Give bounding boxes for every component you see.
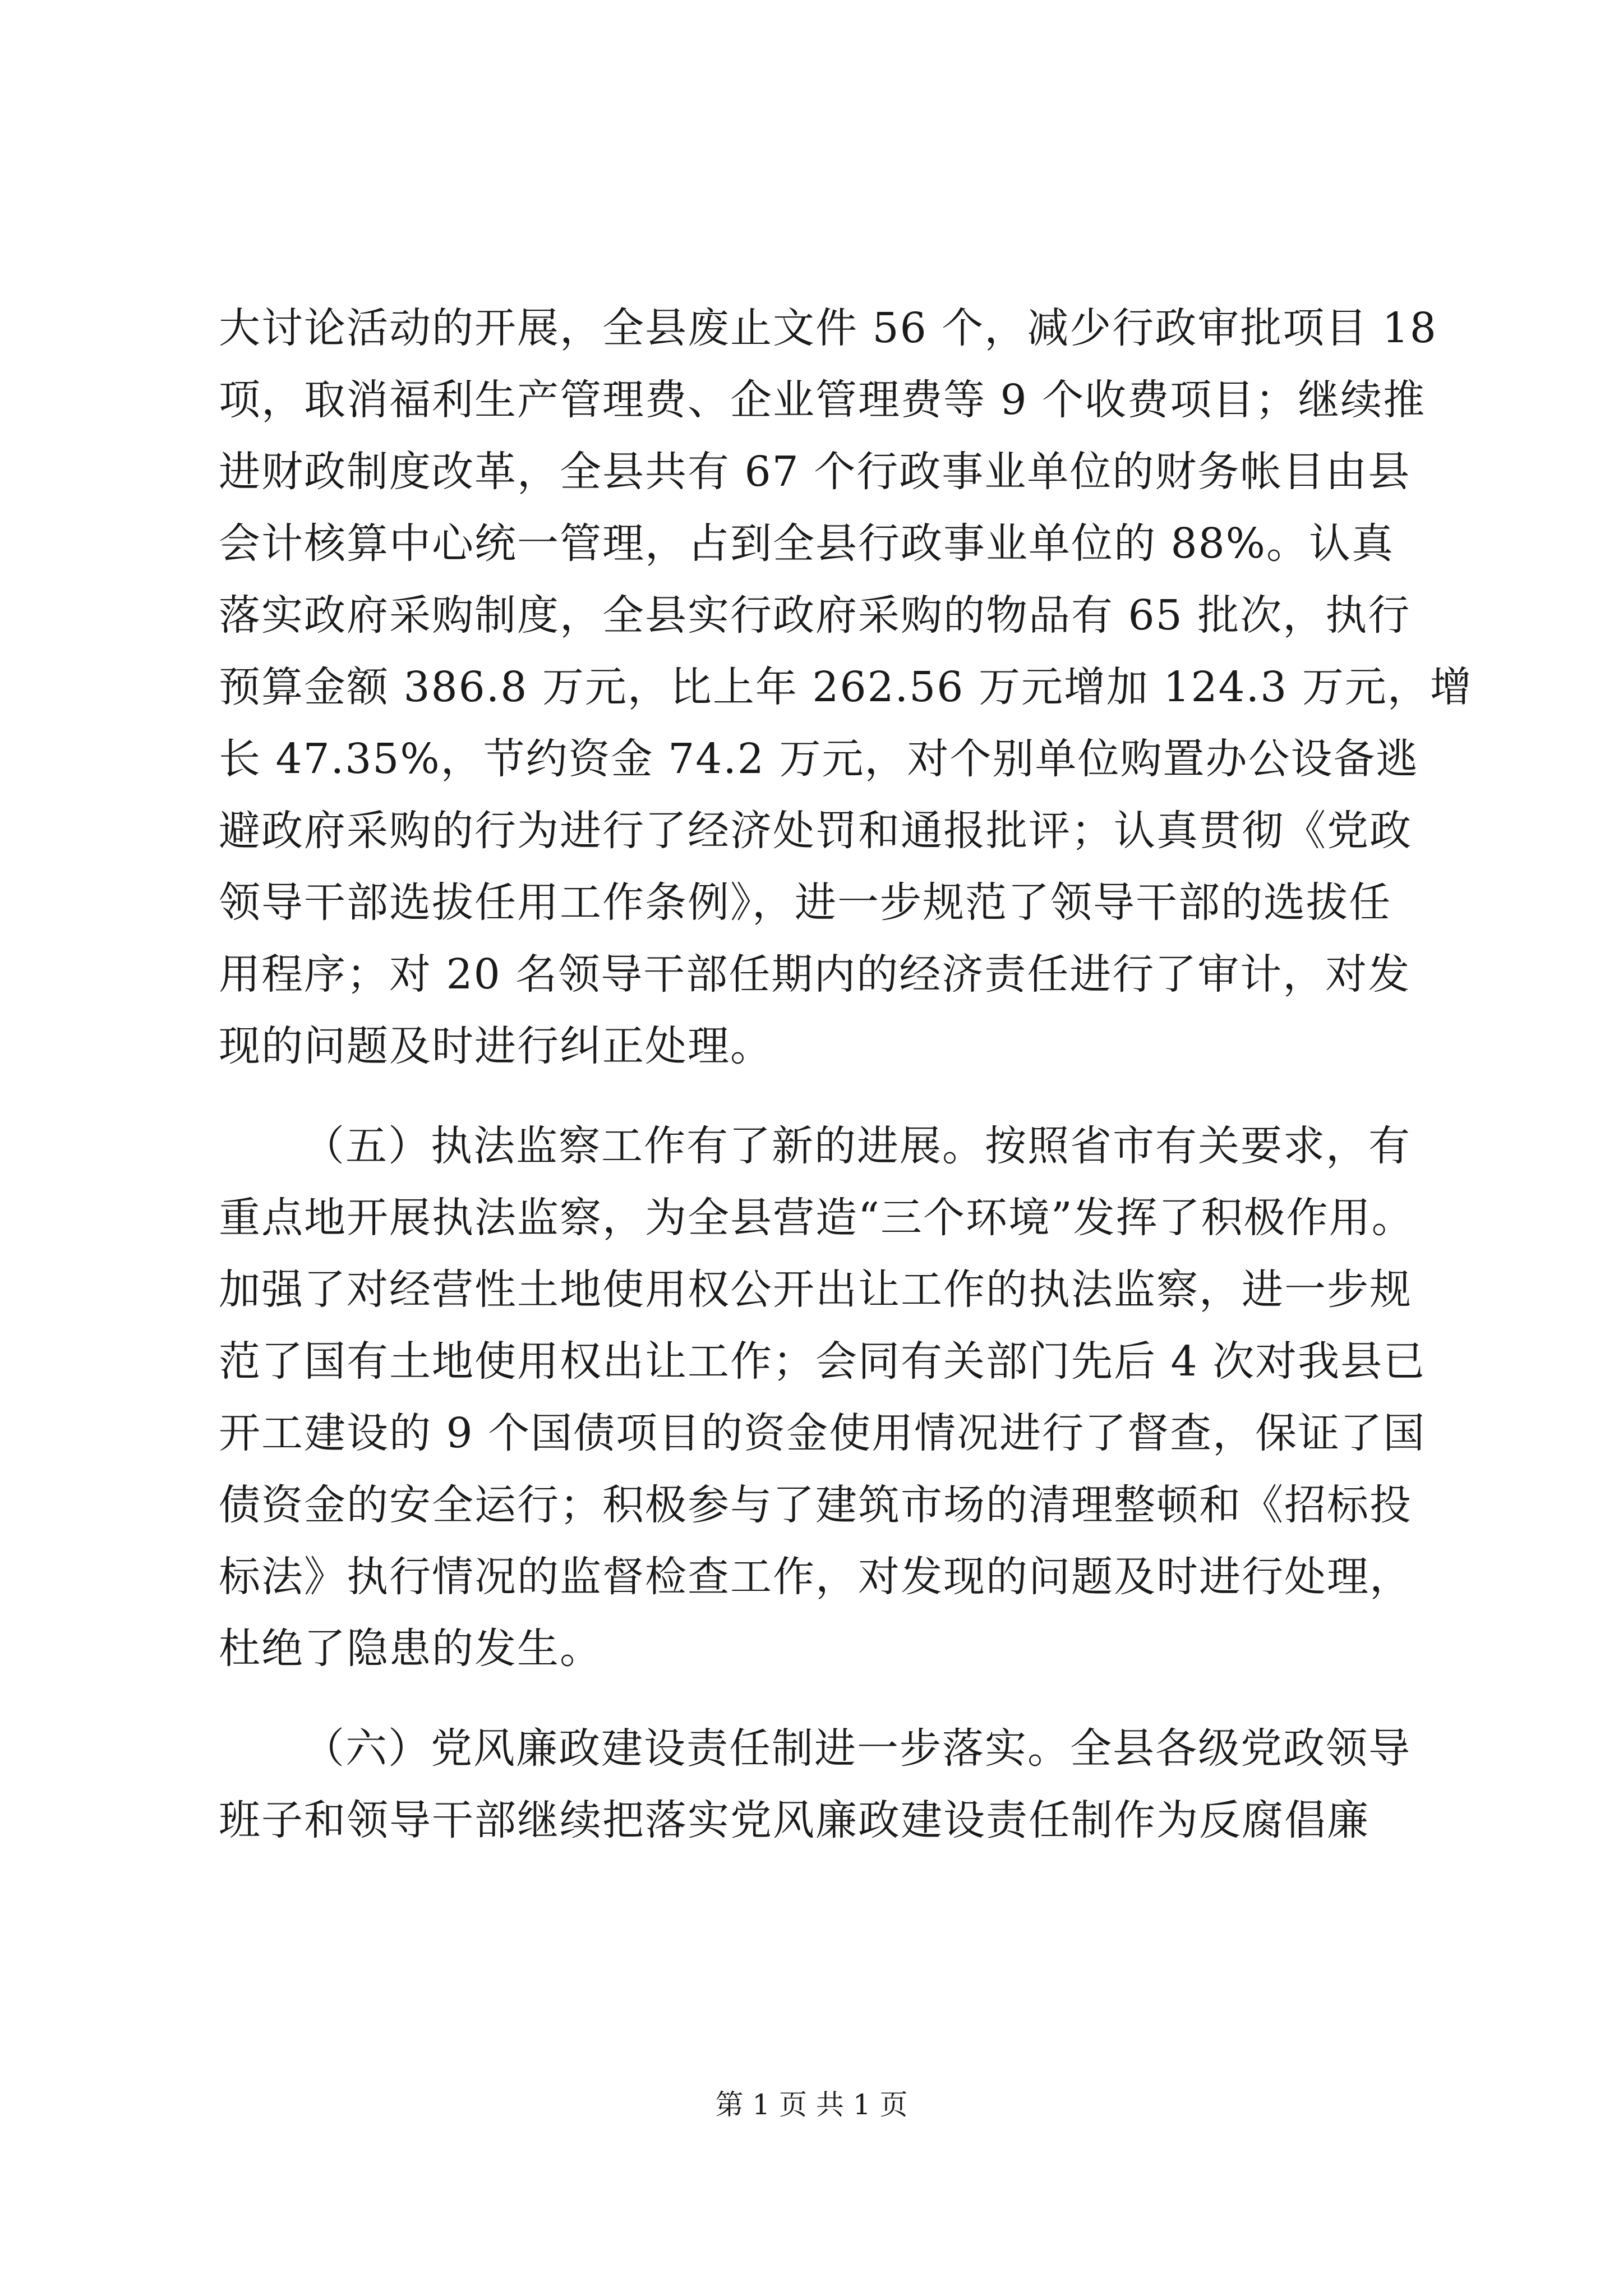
body-text-line: 班子和领导干部继续把落实党风廉政建设责任制作为反腐倡廉 bbox=[219, 1796, 1370, 1844]
body-text-line: 标法》执行情况的监督检查工作，对发现的问题及时进行处理， bbox=[219, 1553, 1412, 1601]
body-text-line: 重点地开展执法监察，为全县营造“三个环境”发挥了积极作用。 bbox=[219, 1194, 1414, 1242]
section-heading-line: （五）执法监察工作有了新的进展。按照省市有关要求，有 bbox=[303, 1122, 1411, 1170]
body-text-line: 用程序；对 20 名领导干部任期内的经济责任进行了审计，对发 bbox=[219, 950, 1411, 999]
page-number-footer: 第 1 页 共 1 页 bbox=[715, 2088, 908, 2121]
body-text-line: 范了国有土地使用权出让工作；会同有关部门先后 4 次对我县已 bbox=[219, 1337, 1426, 1386]
body-text-line: 进财政制度改革，全县共有 67 个行政事业单位的财务帐目由县 bbox=[219, 448, 1411, 496]
body-text-line: 开工建设的 9 个国债项目的资金使用情况进行了督查，保证了国 bbox=[219, 1409, 1426, 1457]
body-text-line: 现的问题及时进行纠正处理。 bbox=[219, 1022, 773, 1070]
body-text-line: 落实政府采购制度，全县实行政府采购的物品有 65 批次，执行 bbox=[219, 591, 1411, 639]
body-text-line: 预算金额 386.8 万元，比上年 262.56 万元增加 124.3 万元，增 bbox=[219, 663, 1473, 711]
section-heading-line: （六）党风廉政建设责任制进一步落实。全县各级党政领导 bbox=[303, 1724, 1411, 1773]
body-text-line: 加强了对经营性土地使用权公开出让工作的执法监察，进一步规 bbox=[219, 1266, 1412, 1314]
body-text-line: 大讨论活动的开展，全县废止文件 56 个，减少行政审批项目 18 bbox=[219, 304, 1437, 352]
body-text-line: 债资金的安全运行；积极参与了建筑市场的清理整顿和《招标投 bbox=[219, 1481, 1412, 1529]
body-text-line: 杜绝了隐患的发生。 bbox=[219, 1625, 602, 1673]
body-text-line: 项，取消福利生产管理费、企业管理费等 9 个收费项目；继续推 bbox=[219, 376, 1426, 424]
body-text-line: 会计核算中心统一管理，占到全县行政事业单位的 88%。认真 bbox=[219, 519, 1394, 568]
body-text-line: 避政府采购的行为进行了经济处罚和通报批评；认真贯彻《党政 bbox=[219, 807, 1412, 855]
body-text-line: 领导干部选拔任用工作条例》，进一步规范了领导干部的选拔任 bbox=[219, 878, 1391, 927]
body-text-line: 长 47.35%，节约资金 74.2 万元，对个别单位购置办公设备逃 bbox=[219, 735, 1419, 783]
